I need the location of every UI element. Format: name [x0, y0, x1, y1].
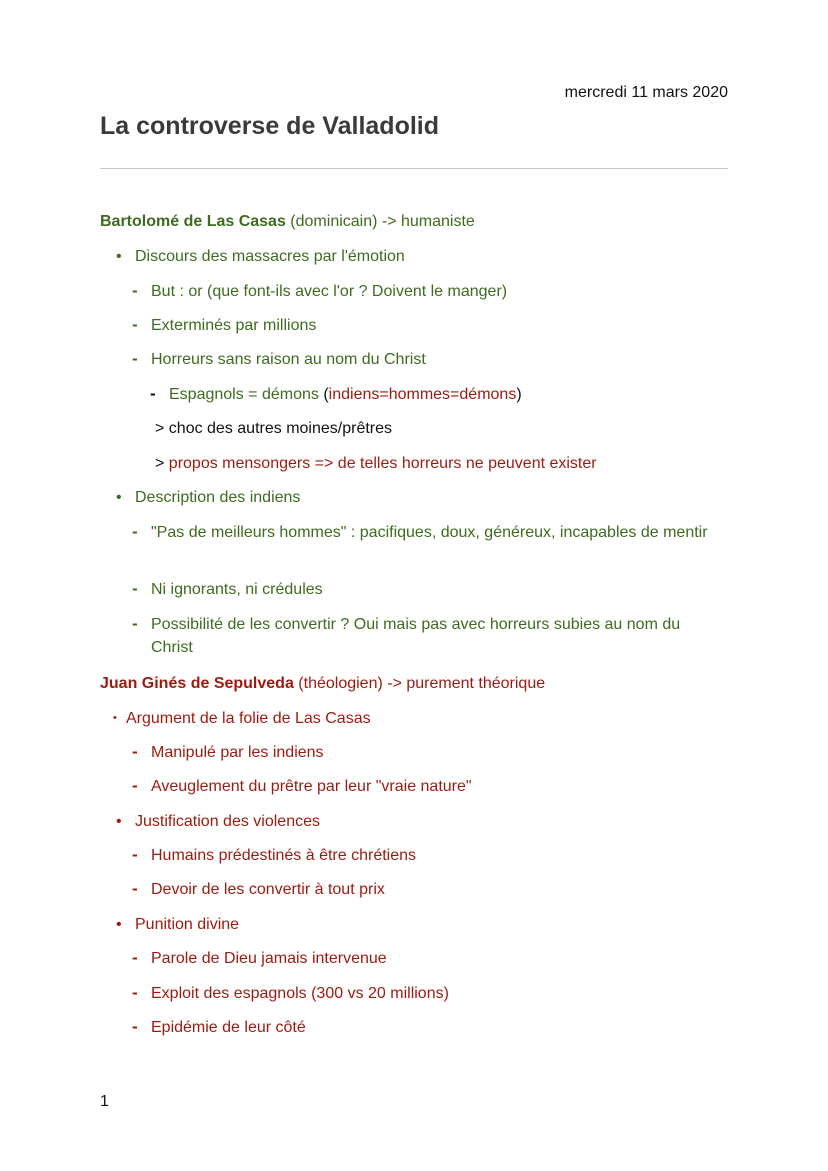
- dash-icon: -: [132, 579, 138, 598]
- list-item: Punition divine: [135, 916, 240, 933]
- page-date: mercredi 11 mars 2020: [564, 84, 728, 101]
- text-segment: Espagnols = démons: [169, 386, 324, 403]
- page-number: 1: [100, 1093, 109, 1110]
- text-segment: ): [516, 386, 522, 403]
- section-subtitle: (dominicain) -> humaniste: [285, 213, 475, 230]
- dash-icon: -: [132, 315, 138, 334]
- section-name: Juan Ginés de Sepulveda: [100, 675, 294, 692]
- dash-icon: -: [132, 1017, 138, 1036]
- dash-icon: -: [132, 522, 138, 541]
- text-segment: propos mensongers => de telles horreurs ne peuvent exister: [168, 455, 597, 472]
- list-item: Horreurs sans raison au nom du Christ: [151, 351, 426, 368]
- list-item: Possibilité de les convertir ? Oui mais pas avec horreurs subies au nom du Christ: [151, 616, 681, 656]
- section-heading-sepulveda: [100, 672, 545, 695]
- dash-icon: -: [132, 845, 138, 864]
- page-title: La controverse de Valladolid: [100, 112, 440, 140]
- section-name: Bartolomé de Las Casas: [100, 213, 286, 230]
- bullet-icon: •: [113, 712, 117, 724]
- section-heading-las-casas: [100, 210, 475, 233]
- list-item: [169, 383, 522, 406]
- bullet-icon: •: [116, 813, 122, 830]
- section-subtitle: (théologien) -> purement théorique: [293, 675, 546, 692]
- dash-icon: -: [150, 384, 156, 403]
- dash-icon: -: [132, 776, 138, 795]
- dash-icon: -: [132, 879, 138, 898]
- list-item: Epidémie de leur côté: [151, 1019, 306, 1036]
- list-item: [155, 452, 597, 475]
- title-divider: [100, 168, 728, 169]
- list-item: Ni ignorants, ni crédules: [151, 581, 323, 598]
- text-segment: (: [323, 386, 329, 403]
- text-segment: >: [155, 455, 169, 472]
- list-item: Discours des massacres par l'émotion: [135, 248, 405, 265]
- list-item: > choc des autres moines/prêtres: [155, 420, 393, 437]
- list-item: Exterminés par millions: [151, 317, 317, 334]
- dash-icon: -: [132, 742, 138, 761]
- list-item: Exploit des espagnols (300 vs 20 millions): [151, 985, 449, 1002]
- list-item: Devoir de les convertir à tout prix: [151, 881, 385, 898]
- list-item: But : or (que font-ils avec l'or ? Doivent le manger): [151, 283, 508, 300]
- list-item: Argument de la folie de Las Casas: [126, 710, 371, 727]
- dash-icon: -: [132, 983, 138, 1002]
- list-item: Parole de Dieu jamais intervenue: [151, 950, 387, 967]
- dash-icon: -: [132, 281, 138, 300]
- bullet-icon: •: [116, 248, 122, 265]
- list-item: Description des indiens: [135, 489, 301, 506]
- dash-icon: -: [132, 614, 138, 633]
- bullet-icon: •: [116, 916, 122, 933]
- list-item: Justification des violences: [135, 813, 320, 830]
- list-item: Manipulé par les indiens: [151, 744, 324, 761]
- list-item: Aveuglement du prêtre par leur "vraie nature": [151, 778, 472, 795]
- dash-icon: -: [132, 349, 138, 368]
- bullet-icon: •: [116, 489, 122, 506]
- dash-icon: -: [132, 948, 138, 967]
- list-item: Humains prédestinés à être chrétiens: [151, 847, 417, 864]
- text-segment: indiens=hommes=démons: [328, 386, 517, 403]
- list-item: "Pas de meilleurs hommes" : pacifiques, doux, généreux, incapables de mentir: [151, 524, 708, 541]
